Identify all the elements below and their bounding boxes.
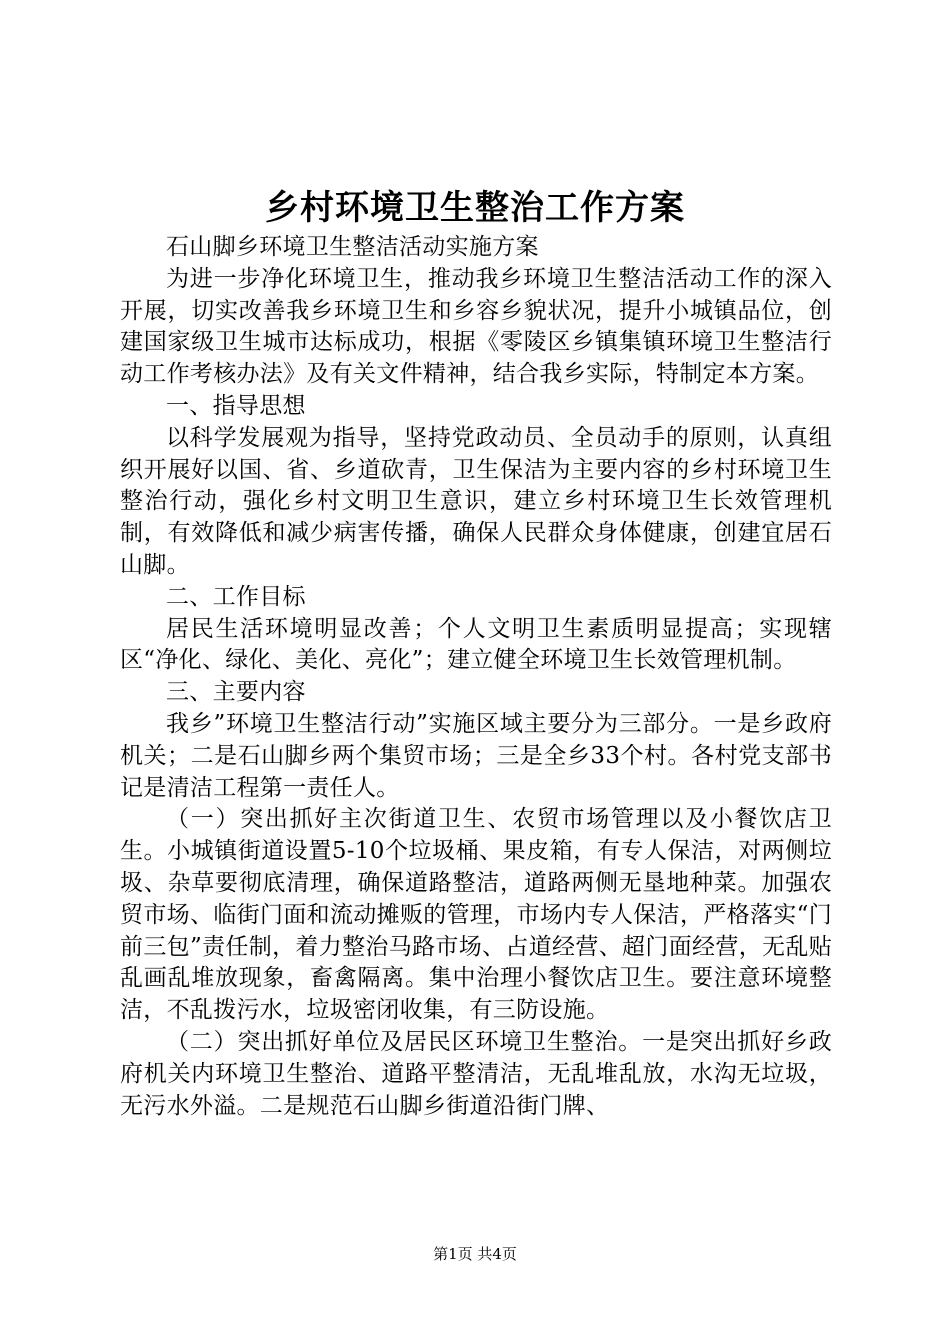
paragraph-work-goals: 居民生活环境明显改善；个人文明卫生素质明显提高；实现辖区“净化、绿化、美化、亮化”；建立健全环境卫生长效管理机制。	[120, 615, 832, 674]
page-footer: 第1页 共4页	[433, 1245, 517, 1263]
document-body	[120, 232, 832, 1122]
paragraph-guiding-thought: 以科学发展观为指导，坚持党政动员、全员动手的原则，认真组织开展好以国、省、乡道砍青，卫生保洁为主要内容的乡村环境卫生整治行动，强化乡村文明卫生意识，建立乡村环境卫生长效管理机制，有效降低和减少病害传播，确保人民群众身体健康，创建宜居石山脚。	[120, 424, 832, 578]
document-title: 乡村环境卫生整治工作方案	[265, 188, 685, 228]
paragraph-intro: 为进一步净化环境卫生，推动我乡环境卫生整洁活动工作的深入开展，切实改善我乡环境卫生和乡容乡貌状况，提升小城镇品位，创建国家级卫生城市达标成功，根据《零陵区乡镇集镇环境卫生整洁行动工作考核办法》及有关文件精神，结合我乡实际，特制定本方案。	[120, 265, 832, 388]
paragraph-item-1: （一）突出抓好主次街道卫生、农贸市场管理以及小餐饮店卫生。小城镇街道设置5-10个垃圾桶、果皮箱，有专人保洁，对两侧垃圾、杂草要彻底清理，确保道路整洁，道路两侧无垦地种菜。加强农贸市场、临街门面和流动摊贩的管理，市场内专人保洁，严格落实“门前三包”责任制，着力整治马路市场、占道经营、超门面经营，无乱贴乱画乱堆放现象，畜禽隔离。集中治理小餐饮店卫生。要注意环境整洁，不乱拨污水，垃圾密闭收集，有三防设施。	[120, 806, 832, 1024]
paragraph-subtitle: 石山脚乡环境卫生整洁活动实施方案	[166, 234, 539, 260]
paragraph-main-content: 我乡”环境卫生整洁行动”实施区域主要分为三部分。一是乡政府机关；二是石山脚乡两个集贸市场；三是全乡33个村。各村党支部书记是清洁工程第一责任人。	[120, 710, 832, 801]
paragraph-item-2: （二）突出抓好单位及居民区环境卫生整治。一是突出抓好乡政府机关内环境卫生整治、道路平整清洁，无乱堆乱放，水沟无垃圾，无污水外溢。二是规范石山脚乡街道沿街门牌、	[120, 1028, 832, 1119]
section-heading-2: 二、工作目标	[166, 583, 306, 610]
section-heading-1: 一、指导思想	[166, 392, 306, 419]
section-heading-3: 三、主要内容	[166, 679, 306, 706]
